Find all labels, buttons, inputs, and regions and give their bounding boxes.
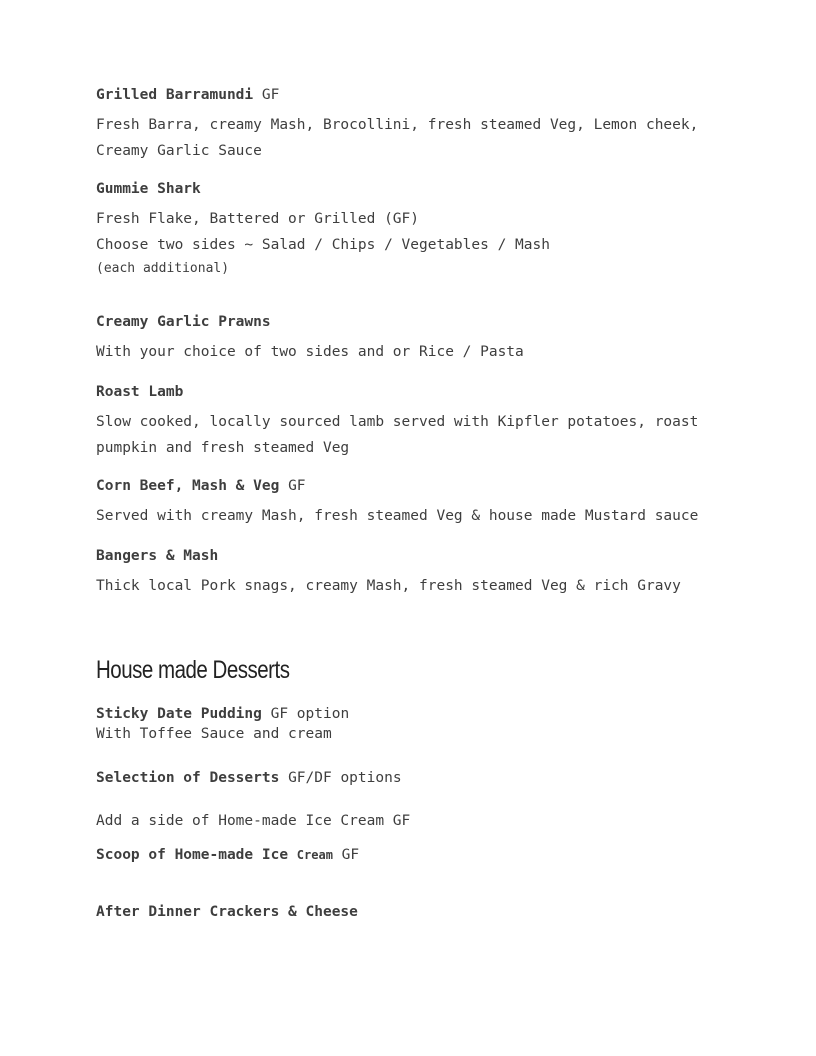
item-tag: GF/DF options: [288, 770, 402, 786]
menu-item-bangers: [96, 545, 736, 599]
item-name: Scoop of Home-made Ice: [96, 847, 289, 863]
item-name-small: Cream: [296, 848, 333, 862]
item-name: Sticky Date Pudding: [96, 706, 262, 722]
menu-item-shark: [96, 178, 736, 280]
item-name: Grilled Barramundi: [96, 87, 254, 103]
item-tag: GF option: [270, 706, 350, 722]
item-desc: Thick local Pork snags, creamy Mash, fresh steamed Veg & rich Gravy: [96, 578, 681, 594]
menu-item-cornbeef: [96, 475, 736, 529]
item-desc: With Toffee Sauce and cream: [96, 726, 332, 742]
item-desc-line1: Fresh Barra, creamy Mash, Brocollini, fresh steamed Veg, Lemon cheek,: [96, 117, 699, 133]
item-tag: GF: [261, 87, 280, 103]
item-desc-line1: Slow cooked, locally sourced lamb served with Kipfler potatoes, roast: [96, 414, 699, 430]
section-heading-desserts: House made Desserts: [96, 656, 290, 684]
item-desc-line2: pumpkin and fresh steamed Veg: [96, 440, 350, 456]
item-name: Creamy Garlic Prawns: [96, 314, 271, 330]
item-desc-line1: Fresh Flake, Battered or Grilled (GF): [96, 211, 420, 227]
item-name: Selection of Desserts: [96, 770, 280, 786]
item-tag: GF: [288, 478, 306, 494]
item-desc-line2: Choose two sides ~ Salad / Chips / Vegetables / Mash: [96, 237, 550, 253]
item-name: Bangers & Mash: [96, 548, 219, 564]
item-name: Roast Lamb: [96, 384, 184, 400]
item-name: Gummie Shark: [96, 181, 201, 197]
menu-item-barramundi: [96, 84, 736, 164]
menu-item-sticky-date: [96, 704, 736, 744]
item-name: After Dinner Crackers & Cheese: [96, 904, 358, 920]
item-desc: Served with creamy Mash, fresh steamed Veg & house made Mustard sauce: [96, 508, 699, 524]
menu-page: [96, 84, 736, 923]
menu-item-prawns: [96, 311, 736, 365]
menu-item-scoop: [96, 844, 736, 866]
item-name: Corn Beef, Mash & Veg: [96, 478, 280, 494]
side-icecream-text: Add a side of Home-made Ice Cream GF: [96, 813, 411, 829]
menu-item-selection: [96, 767, 736, 789]
menu-item-lamb: [96, 381, 736, 461]
item-desc: With your choice of two sides and or Rice / Pasta: [96, 344, 524, 360]
item-desc-line2: Creamy Garlic Sauce: [96, 143, 262, 159]
item-tag: GF: [341, 847, 360, 863]
menu-item-crackers: [96, 901, 736, 923]
item-note: (each additional): [96, 261, 230, 276]
